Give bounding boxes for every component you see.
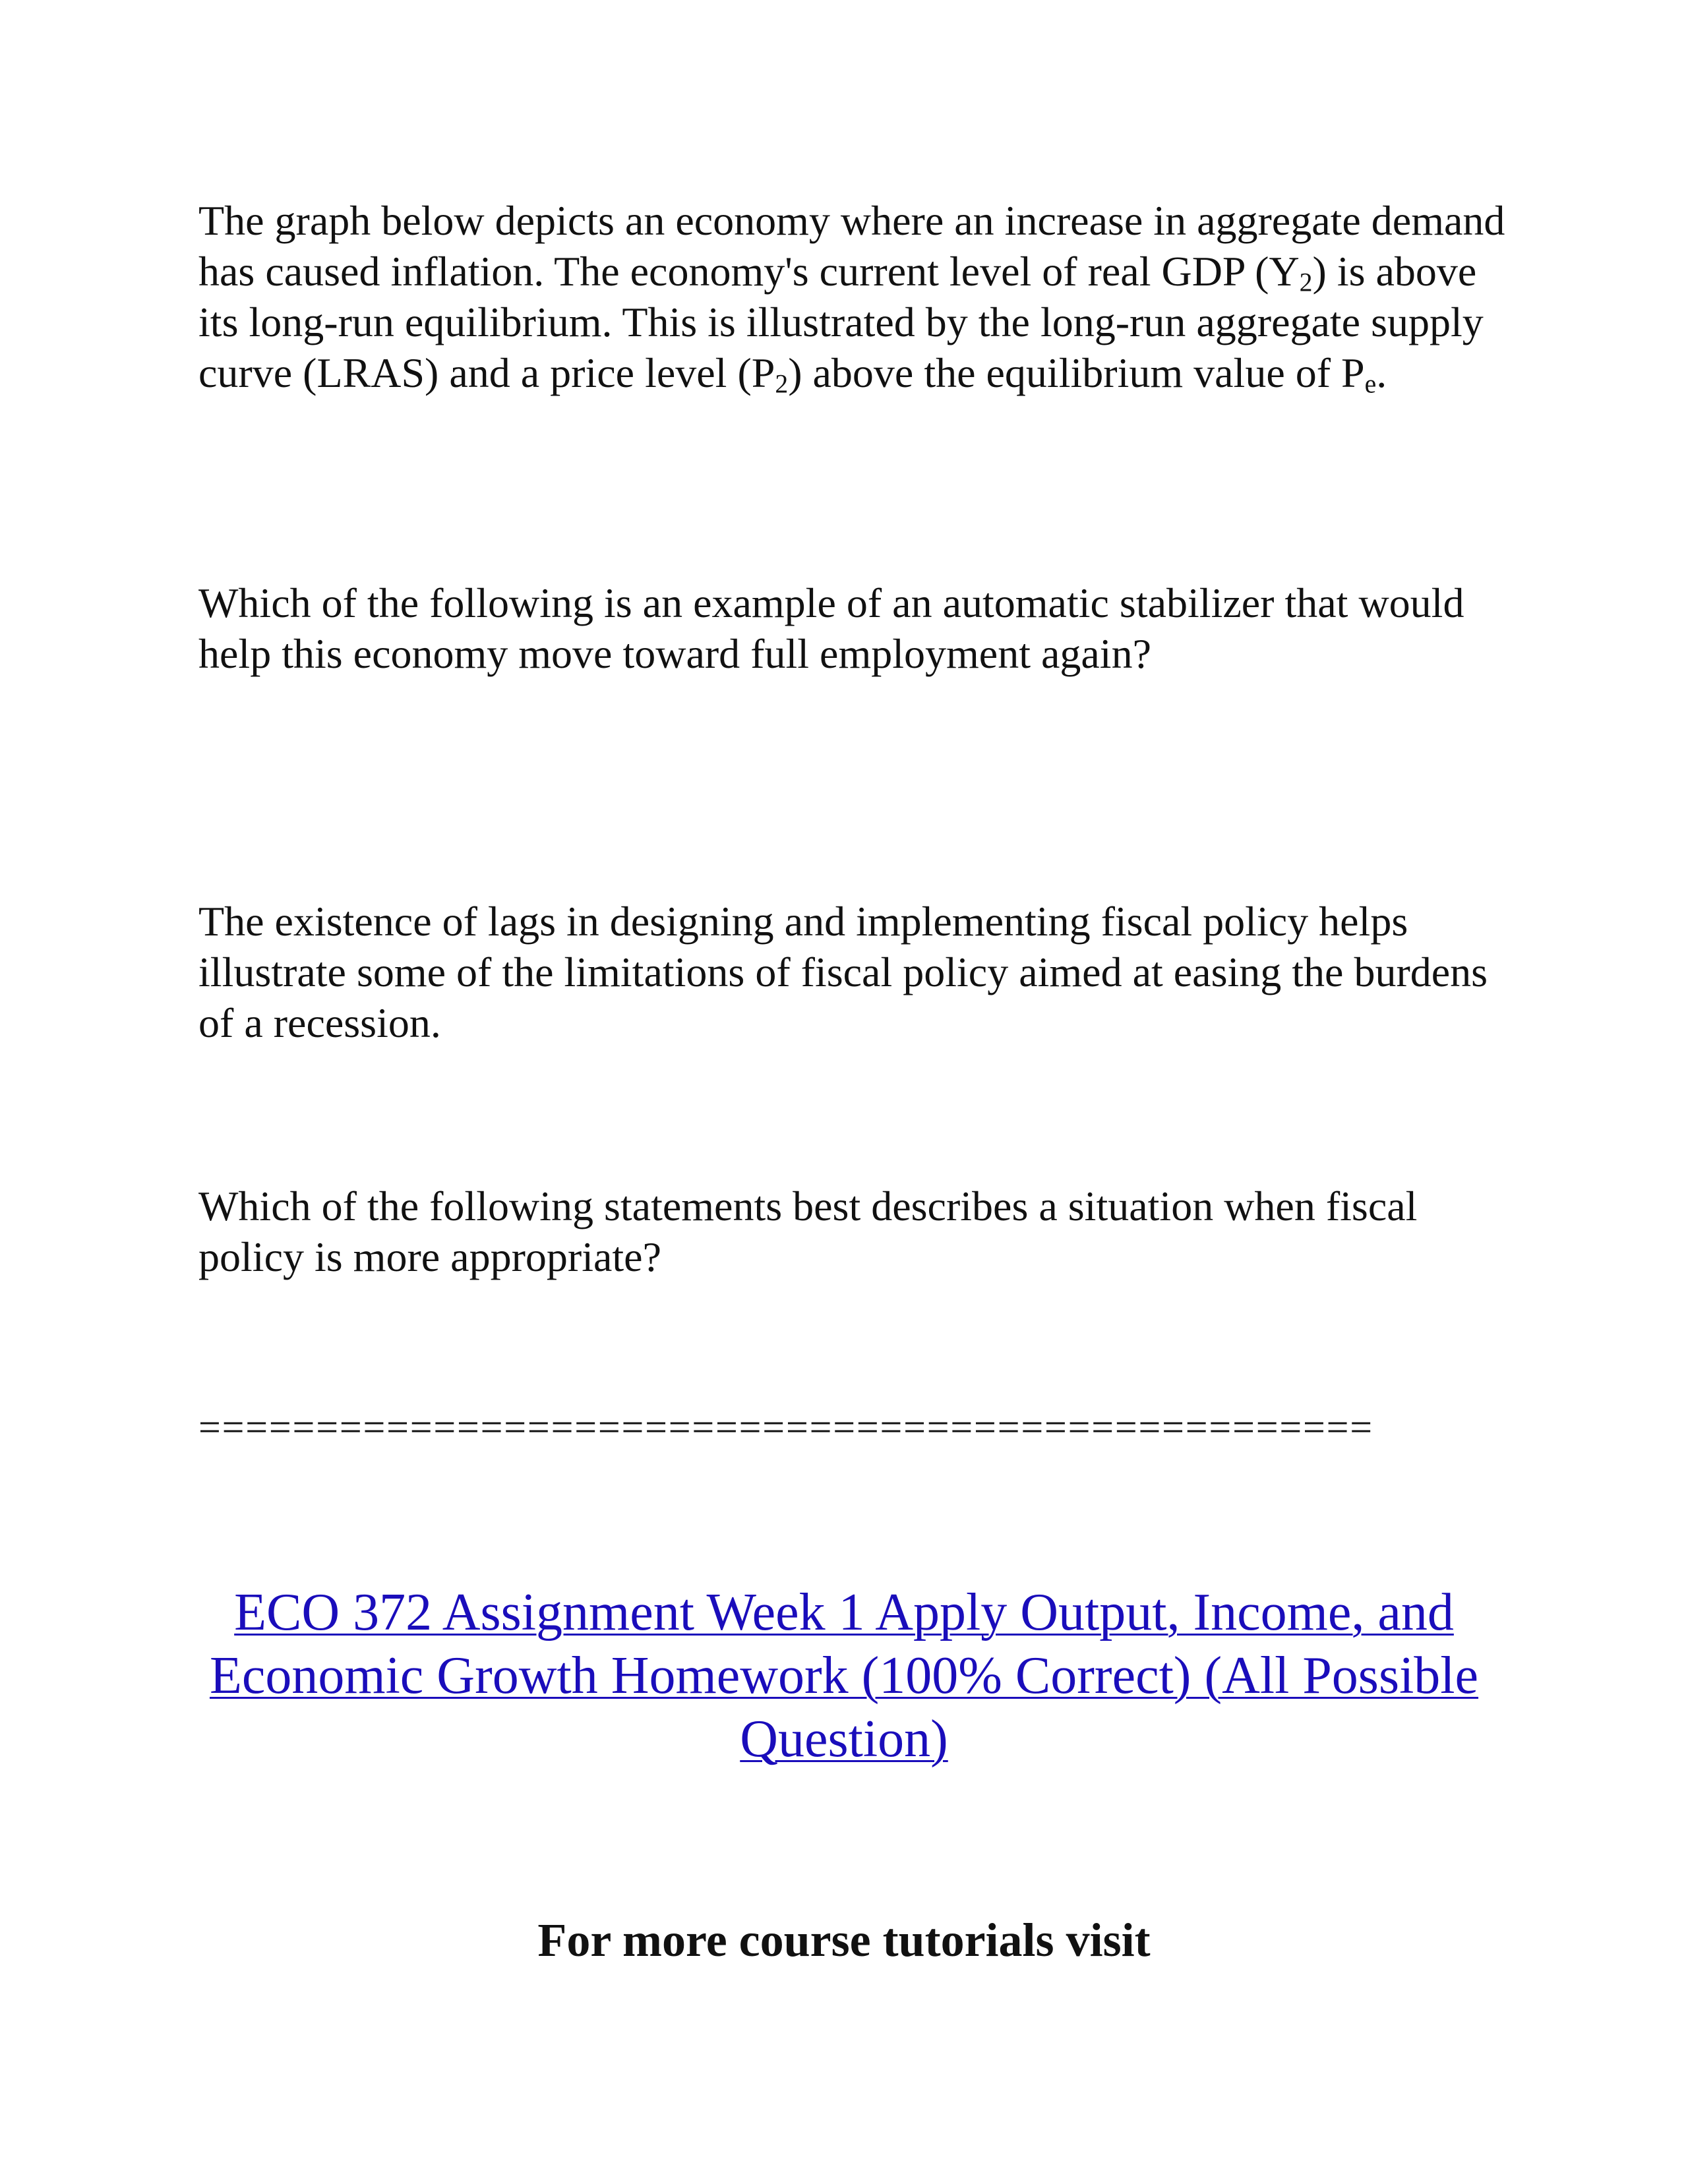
paragraph-text: The graph below depicts an economy where an increase in aggregate demand has caused inflation. The economy's current level of real GDP (Y — [198, 197, 1505, 295]
paragraph-text: ) is above its long-run equilibrium. This is illustrated by the long-run aggregate supply curve (LRAS) and a price level (P — [198, 248, 1484, 396]
divider-line: ================================================== — [198, 1405, 1373, 1449]
question-automatic-stabilizer: Which of the following is an example of an automatic stabilizer that would help this economy move toward full employment again? — [198, 579, 1464, 677]
footer-text: For more course tutorials visit — [537, 1914, 1151, 1966]
paragraph-graph-description — [198, 195, 1517, 398]
assignment-link-block — [152, 1581, 1536, 1771]
subscript: 2 — [775, 369, 789, 399]
subscript: e — [1364, 369, 1377, 399]
assignment-link[interactable]: ECO 372 Assignment Week 1 Apply Output, Income, and Economic Growth Homework (100% Correct) (All Possible Question) — [209, 1583, 1479, 1768]
paragraph-text: . — [1376, 349, 1387, 396]
paragraph-text: ) above the equilibrium value of P — [788, 349, 1365, 396]
paragraph-fiscal-lags: The existence of lags in designing and implementing fiscal policy helps illustrate some of the limitations of fiscal policy aimed at easing the burdens of a recession. — [198, 898, 1488, 1046]
question-fiscal-policy: Which of the following statements best describes a situation when fiscal policy is more appropriate? — [198, 1183, 1418, 1280]
subscript: 2 — [1299, 268, 1313, 297]
